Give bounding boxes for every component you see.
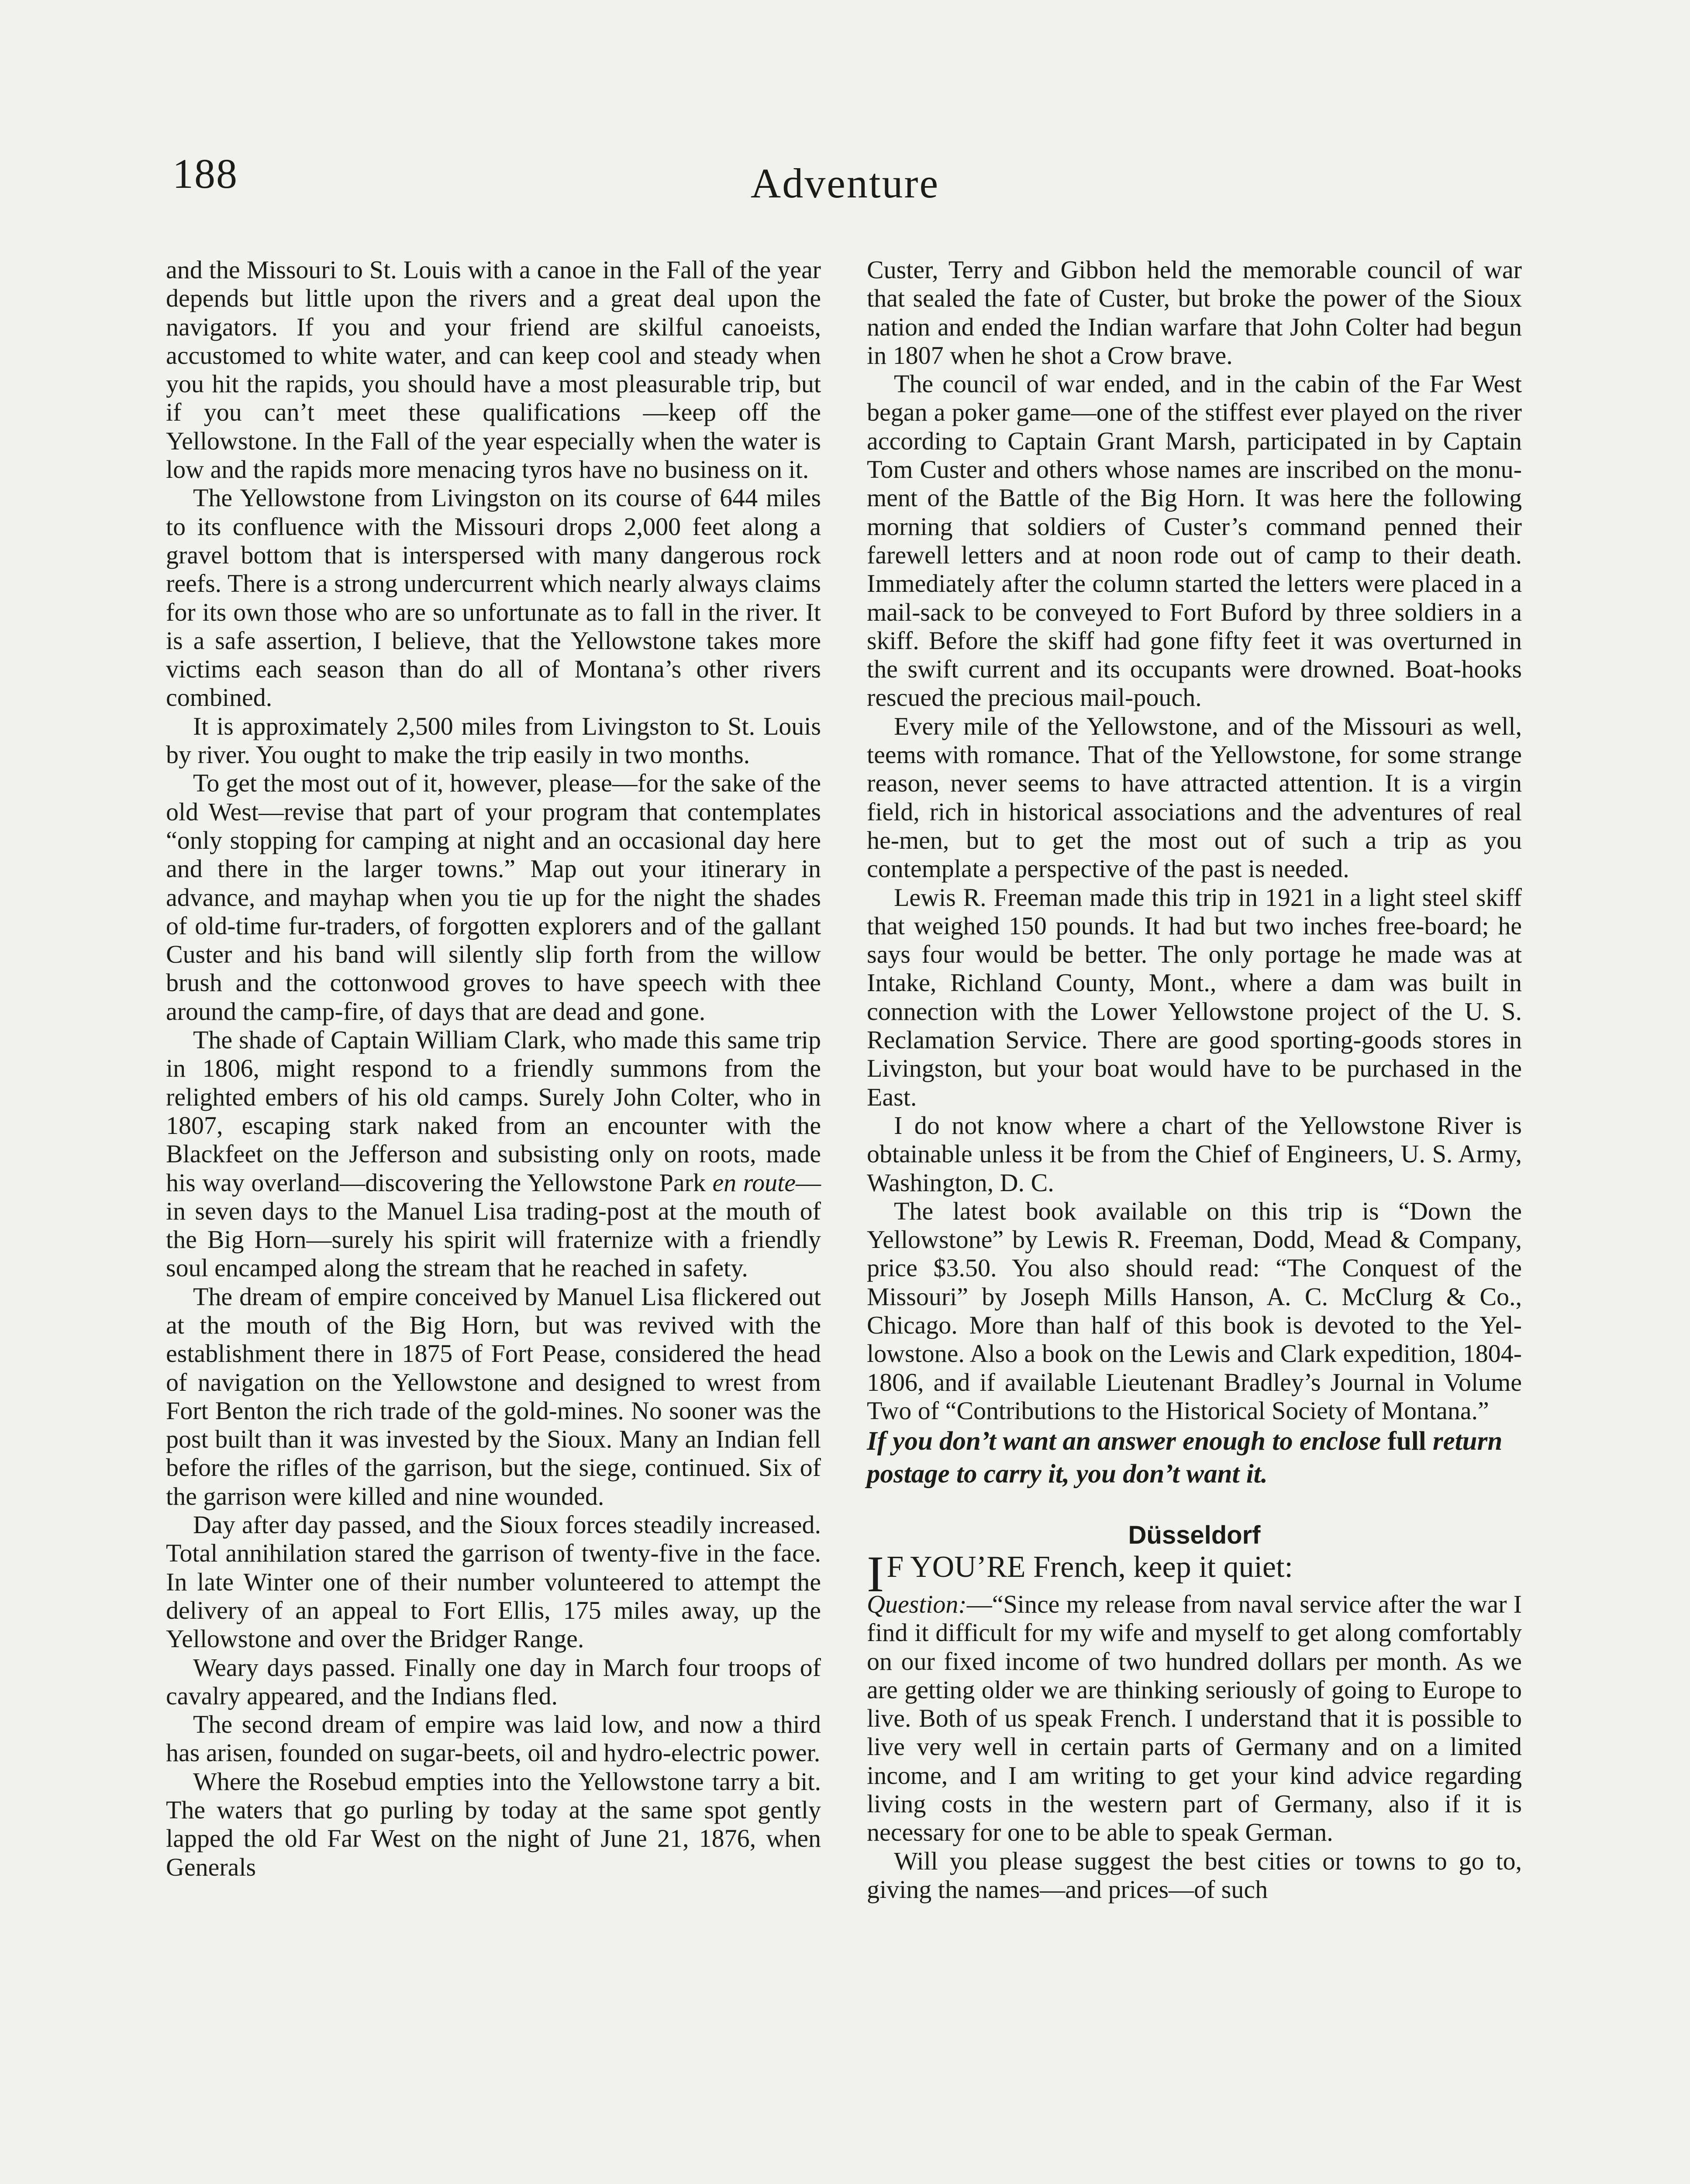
paragraph: To get the most out of it, however, please—for the sake of the old West—revise that part of your program that contemplates “only stopping for camping at night and an occasional day here and there in the larger towns.” Map out your itinerary in advance, and mayhap when you tie up for the night the shades of old-time fur-traders, of forgotten explorers and of the gallant Custer and his band will silently slip forth from the willow brush and the cottonwood groves to have speech with thee around the camp-fire, of days that are dead and gone.: [166, 769, 821, 1026]
drop-cap: I: [867, 1545, 884, 1603]
question-paragraph: [867, 1590, 1522, 1847]
question-text: —“Since my release from naval service after the war I find it difficult for my wife and myself to get along comfortably on our fixed income of two hundred dollars per month. As we are getting older we are thinking seriously of going to Europe to live. Both of us speak French. I understand that it is possible to live very well in certain parts of Germany and on a limited income, and I am writing to get your kind advice regarding living costs in the western part of Germany, also if it is necessary for one to be able to speak German.: [867, 1590, 1522, 1847]
paragraph: I do not know where a chart of the Yellowstone River is obtainable unless it be from the Chief of Engineers, U. S. Army, Washington, D. C.: [867, 1111, 1522, 1197]
left-column: [166, 256, 821, 1881]
paragraph: [166, 1026, 821, 1282]
notice-text: return postage to carry it, you don’t want it.: [867, 1427, 1503, 1489]
paragraph: Weary days passed. Finally one day in March four troops of cavalry appeared, and the Indians fled.: [166, 1653, 821, 1710]
page-number: 188: [172, 150, 238, 197]
paragraph: Every mile of the Yellowstone, and of the Missouri as well, teems with romance. That of the Yellowstone, for some strange reason, never seems to have attracted attention. It is a virgin field, rich in historical associations and the adventures of real he-men, but to get the most out of such a trip as you contemplate a perspective of the past is needed.: [867, 712, 1522, 883]
paragraph-text: The shade of Captain William Clark, who made this same trip in 1806, might respond to a friendly summons from the relighted embers of his old camps. Surely John Colter, who in 1807, escaping stark naked from an encounter with the Blackfeet on the Jefferson and subsisting only on roots, made his way overland—discovering the Yellowstone Park: [166, 1026, 821, 1197]
notice-text: If you don’t want an answer enough to enclose: [867, 1427, 1388, 1456]
lead-text: F YOU’RE French, keep it quiet:: [886, 1550, 1293, 1584]
paragraph: Custer, Terry and Gibbon held the memorable council of war that sealed the fate of Custer, but broke the power of the Sioux nation and ended the Indian warfare that John Colter had begun in 1807 when he shot a Crow brave.: [867, 256, 1522, 370]
italic-phrase: en route: [712, 1168, 796, 1197]
paragraph: The latest book available on this trip is “Down the Yellowstone” by Lewis R. Freeman, Dodd, Mead & Company, price $3.50. You also should read: “The Conquest of the Missouri” by Joseph Mills Hanson, A. C. McClurg & Co., Chicago. More than half of this book is devoted to the Yellowstone. Also a book on the Lewis and Clark expedition, 1804-1806, and if available Lieutenant Bradley’s Journal in Volume Two of “Contributions to the Historical Society of Montana.”: [867, 1196, 1522, 1425]
return-postage-notice: [867, 1425, 1522, 1490]
right-column: [867, 256, 1522, 1904]
paragraph: Where the Rosebud empties into the Yellowstone tarry a bit. The waters that go purling by today at the same spot gently lapped the old Far West on the night of June 21, 1876, when Generals: [166, 1767, 821, 1881]
running-head-title: Adventure: [750, 160, 940, 207]
paragraph: Lewis R. Freeman made this trip in 1921 in a light steel skiff that weighed 150 pounds. It had but two inches free-board; he says four would be better. The only portage he made was at Intake, Richland County, Mont., where a dam was built in connection with the Lower Yellowstone project of the U. S. Reclamation Service. There are good sporting-goods stores in Livingston, but your boat would have to be purchased in the East.: [867, 883, 1522, 1111]
paragraph: The dream of empire conceived by Manuel Lisa flickered out at the mouth of the Big Horn, but was revived with the establishment there in 1875 of Fort Pease, considered the head of navigation on the Yellowstone and designed to wrest from Fort Benton the rich trade of the gold-mines. No sooner was the post built than it was invested by the Sioux. Many an Indian fell before the rifles of the garrison, but the siege, continued. Six of the garrison were killed and nine wounded.: [166, 1282, 821, 1510]
paragraph: The Yellowstone from Livingston on its course of 644 miles to its confluence with the Missouri drops 2,000 feet along a gravel bottom that is interspersed with many dangerous rock reefs. There is a strong undercurrent which nearly always claims for its own those who are so unfortunate as to fall in the river. It is a safe assertion, I believe, that the Yellowstone takes more victims each season than do all of Montana’s other rivers combined.: [166, 484, 821, 712]
paragraph: Will you please suggest the best cities or towns to go to, giving the names—and prices—of such: [867, 1846, 1522, 1904]
section-heading: Düsseldorf: [1128, 1521, 1261, 1550]
paragraph: It is approximately 2,500 miles from Livingston to St. Louis by river. You ought to make the trip easily in two months.: [166, 712, 821, 769]
notice-emphasis: full: [1387, 1427, 1426, 1456]
paragraph: The council of war ended, and in the cabin of the Far West began a poker game—one of the stiffest ever played on the river according to Captain Grant Marsh, participated in by Captain Tom Custer and others whose names are inscribed on the monument of the Battle of the Big Horn. It was here the following morning that soldiers of Custer’s command penned their farewell letters and at noon rode out of camp to their death. Immediately after the column started the letters were placed in a mail-sack to be conveyed to Fort Buford by three soldiers in a skiff. Before the skiff had gone fifty feet it was overturned in the swift current and its occupants were drowned. Boat-hooks rescued the precious mail-pouch.: [867, 370, 1522, 712]
lead-line: [867, 1545, 1522, 1603]
paragraph: The second dream of empire was laid low, and now a third has arisen, founded on sugar-beets, oil and hydro-electric power.: [166, 1710, 821, 1767]
question-label: Question:: [867, 1590, 967, 1618]
paragraph-text: —in seven days to the Manuel Lisa trading-post at the mouth of the Big Horn—surely his spirit will fraternize with a friendly soul encamped along the stream that he reached in safety.: [166, 1168, 821, 1282]
paragraph: Day after day passed, and the Sioux forces steadily increased. Total annihilation stared the garrison of twenty-five in the face. In late Winter one of their number volunteered to attempt the delivery of an appeal to Fort Ellis, 175 miles away, up the Yellowstone and over the Bridger Range.: [166, 1510, 821, 1653]
paragraph: and the Missouri to St. Louis with a canoe in the Fall of the year depends but little upon the rivers and a great deal upon the navigators. If you and your friend are skilful canoeists, accustomed to white water, and can keep cool and steady when you hit the rapids, you should have a most pleasurable trip, but if you can’t meet these qualifications —keep off the Yellowstone. In the Fall of the year especially when the water is low and the rapids more menacing tyros have no business on it.: [166, 256, 821, 484]
